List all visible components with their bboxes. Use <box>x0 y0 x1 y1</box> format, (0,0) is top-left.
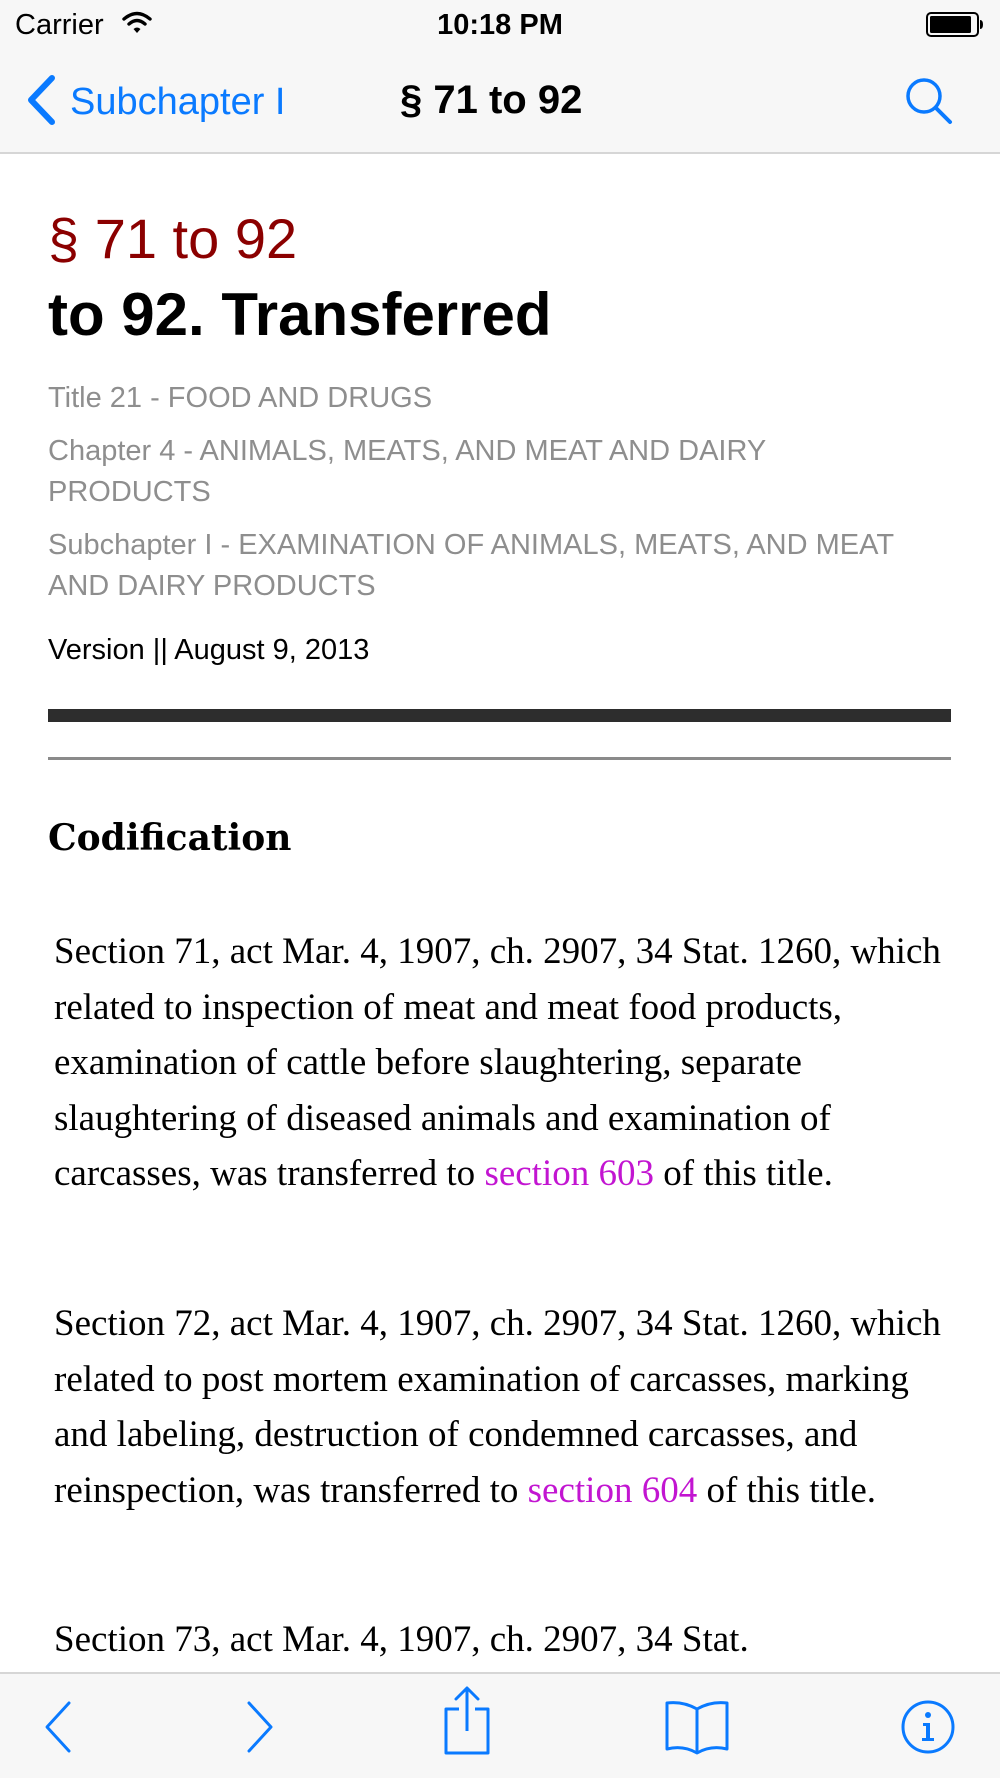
share-button[interactable] <box>432 1688 502 1758</box>
battery-icon <box>926 12 984 37</box>
forward-icon <box>239 1699 279 1760</box>
paragraph-text: of this title. <box>654 1153 833 1194</box>
version-line: Version || August 9, 2013 <box>48 634 370 666</box>
bookmarks-button[interactable] <box>660 1694 734 1764</box>
status-bar <box>0 0 1000 50</box>
search-button[interactable] <box>904 76 954 126</box>
share-icon <box>442 1685 492 1762</box>
chevron-left-icon <box>26 75 56 130</box>
section-link[interactable]: section 603 <box>484 1153 654 1194</box>
section-number: § 71 to 92 <box>48 207 298 270</box>
back-button-label: Subchapter I <box>70 80 286 123</box>
document-content[interactable] <box>0 156 1000 1672</box>
divider-thin <box>48 757 951 760</box>
paragraph <box>54 1296 954 1518</box>
paragraph-text: Section 72, act Mar. 4, 1907, ch. 2907, 34 Stat. 1260, which related to post mortem examination of carcasses, marking and labeling, destruction of condemned carcasses, and reinspection, was transferred to <box>54 1303 941 1511</box>
section-link[interactable]: section 604 <box>527 1469 698 1511</box>
back-icon <box>39 1699 79 1760</box>
carrier-label: Carrier <box>15 9 104 41</box>
chapter-line: Chapter 4 - ANIMALS, MEATS, AND MEAT AND DAIRY PRODUCTS <box>48 435 766 508</box>
section-heading: to 92. Transferred <box>48 281 552 348</box>
nav-title: § 71 to 92 <box>400 78 583 122</box>
paragraph-text: Section 73, act Mar. 4, 1907, ch. 2907, 34 Stat. <box>54 1619 749 1660</box>
subchapter-line: Subchapter I - EXAMINATION OF ANIMALS, MEATS, AND MEAT AND DAIRY PRODUCTS <box>48 529 894 602</box>
search-icon <box>904 113 954 130</box>
info-icon <box>900 1699 956 1760</box>
bookmarks-icon <box>663 1699 731 1760</box>
codification-heading: Codification <box>48 817 292 859</box>
paragraph-text: Section 71, act Mar. 4, 1907, ch. 2907, 34 Stat. 1260, which related to inspection of meat and meat food products, examination of cattle before slaughtering, separate slaughtering of diseased animals and examination of carcasses, was transferred to <box>54 931 941 1194</box>
back-page-button[interactable] <box>24 1694 94 1764</box>
forward-page-button[interactable] <box>224 1694 294 1764</box>
bottom-toolbar <box>0 1672 1000 1778</box>
paragraph <box>54 924 954 1202</box>
paragraph <box>54 1612 954 1668</box>
paragraph-text: of this title. <box>697 1469 877 1511</box>
title-line: Title 21 - FOOD AND DRUGS <box>48 382 433 414</box>
info-button[interactable] <box>893 1694 963 1764</box>
divider-thick <box>48 709 951 722</box>
status-time: 10:18 PM <box>437 9 563 41</box>
back-button[interactable] <box>26 74 285 130</box>
navigation-bar <box>0 50 1000 154</box>
